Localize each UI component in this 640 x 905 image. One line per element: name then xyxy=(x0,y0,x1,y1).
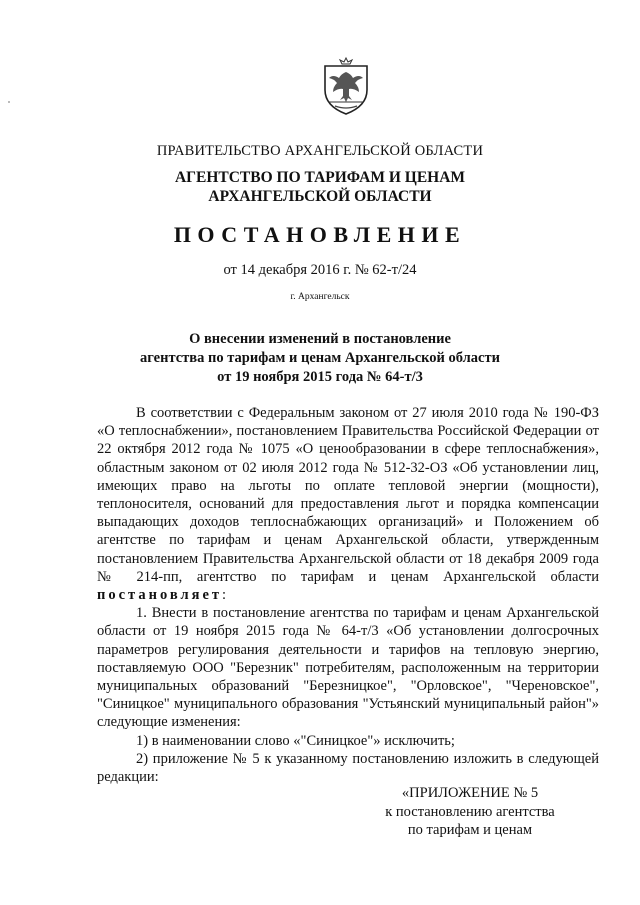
item-1: 1. Внести в постановление агентства по тарифам и ценам Архангельской области от 19 ноября 2015 года № 64-т/3 «Об установлении долгосрочных параметров регулирования деятельности и тарифов на тепловую энергию, поставляемую ООО "Березник" потребителям, расположенным на территории муниципальных образований "Березницкое", "Орловское", "Череновское", "Синицкое" муниципального образования "Устьянский муниципальный район"» следующие изменения: xyxy=(97,605,599,731)
appendix-heading xyxy=(350,784,590,840)
government-title: ПРАВИТЕЛЬСТВО АРХАНГЕЛЬСКОЙ ОБЛАСТИ xyxy=(156,143,484,159)
subject-line1: О внесении изменений в постановление xyxy=(189,331,451,347)
appendix-line2: к постановлению агентства xyxy=(385,803,555,820)
item-1-1: 1) в наименовании слово «"Синицкое"» исключить; xyxy=(136,732,455,749)
item-1-2: 2) приложение № 5 к указанному постановлению изложить в следующей редакции: xyxy=(97,750,599,786)
agency-title-line1: АГЕНТСТВО ПО ТАРИФАМ И ЦЕНАМ xyxy=(174,169,466,186)
resolves-colon: : xyxy=(222,587,227,604)
city: г. Архангельск xyxy=(290,292,350,302)
document-subject xyxy=(0,330,640,387)
preamble-paragraph xyxy=(97,404,599,604)
date-number: от 14 декабря 2016 г. № 62-т/24 xyxy=(223,262,417,278)
coat-of-arms-icon xyxy=(319,56,373,116)
resolves-word: постановляет xyxy=(97,587,223,604)
subject-line2: агентства по тарифам и ценам Архангельской области xyxy=(140,350,500,366)
agency-title-line2: АРХАНГЕЛЬСКОЙ ОБЛАСТИ xyxy=(208,188,432,205)
agency-title xyxy=(0,168,640,206)
appendix-line3: по тарифам и ценам xyxy=(407,822,533,838)
appendix-line1: «ПРИЛОЖЕНИЕ № 5 xyxy=(401,785,539,801)
scan-speck xyxy=(8,101,10,103)
preamble-text: В соответствии с Федеральным законом от 27 июля 2010 года № 190-ФЗ «О теплоснабжении», постановлением Правительства Российской Федерации от 22 октября 2012 года № 1075 «О ценообразовании в сфере теплоснабжения», областным законом от 02 июля 2012 года № 512-32-ОЗ «Об установлении лиц, имеющих право на льготы по оплате тепловой энергии (мощности), теплоносителя, оснований для предоставления льгот и порядка компенсации выпадающих доходов теплоснабжающих организаций» и Положением об агентстве по тарифам и ценам Архангельской области, утвержденным постановлением Правительства Архангельской области от 18 декабря 2009 года № 214-пп, агентство по тарифам и ценам Архангельской области xyxy=(97,405,599,585)
document-body xyxy=(97,404,599,786)
subject-line3: от 19 ноября 2015 года № 64-т/3 xyxy=(217,369,423,385)
document-type: ПОСТАНОВЛЕНИЕ xyxy=(173,222,467,247)
